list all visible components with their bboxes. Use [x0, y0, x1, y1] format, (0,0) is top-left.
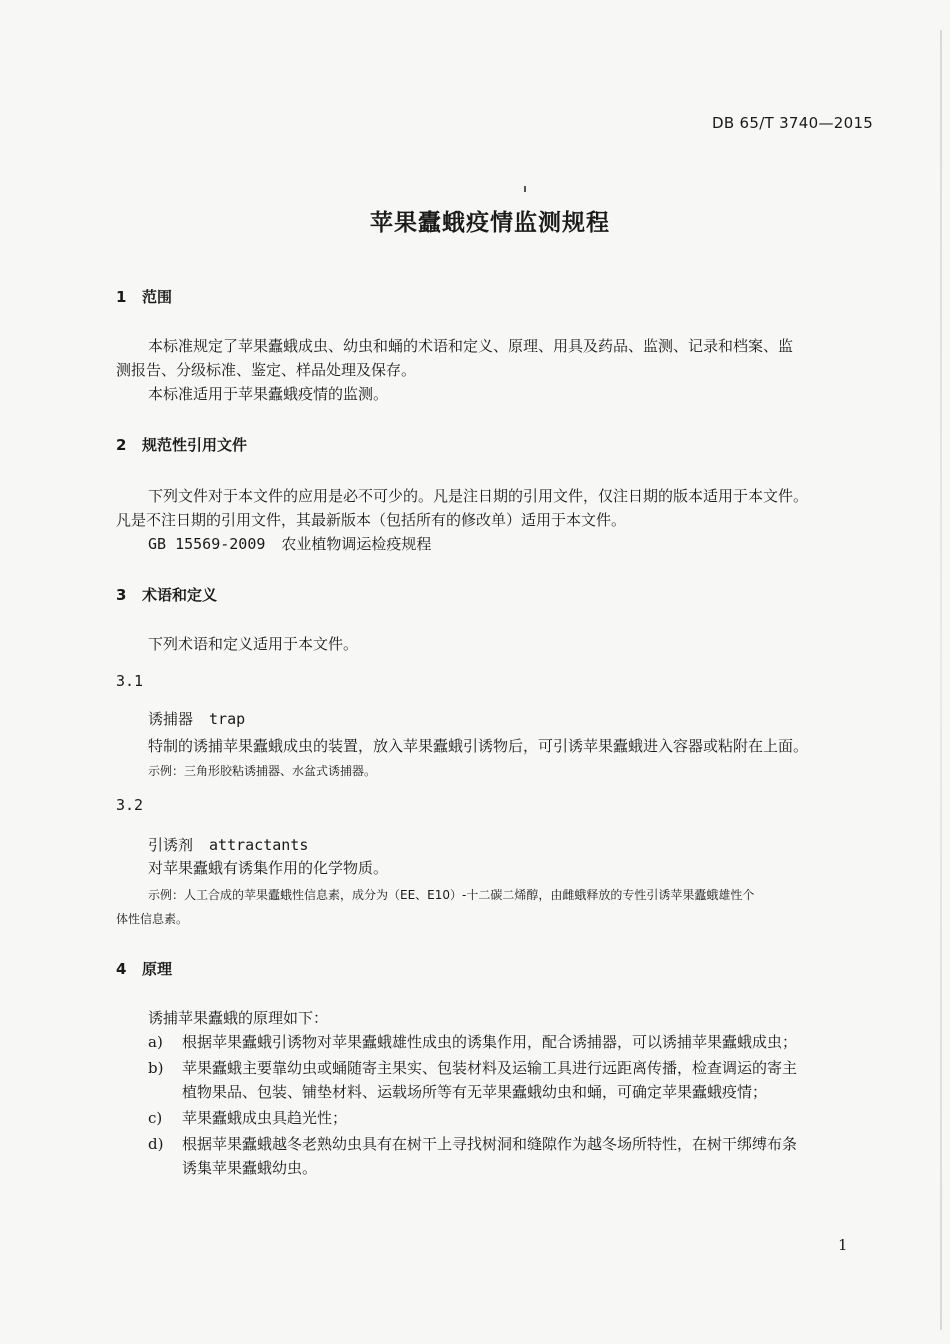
list-marker: a) — [148, 1033, 163, 1051]
normative-reference — [148, 532, 431, 556]
list-marker: c) — [148, 1109, 163, 1127]
section-number: 3 — [116, 586, 127, 604]
scan-mark — [524, 186, 526, 192]
section-number: 1 — [116, 288, 127, 306]
section-4-heading — [116, 958, 172, 979]
paragraph: 测报告、分级标准、鉴定、样品处理及保存。 — [116, 361, 417, 379]
list-marker: b) — [148, 1059, 164, 1077]
page-number: 1 — [838, 1236, 848, 1254]
term-chinese: 诱捕器 — [148, 710, 194, 728]
section-number: 4 — [116, 960, 127, 978]
term-example-continued: 体性信息素。 — [116, 912, 189, 926]
term-english: trap — [209, 710, 246, 728]
list-text-continued: 植物果品、包装、铺垫材料、运载场所等有无苹果蠹蛾幼虫和蛹，可确定苹果蠹蛾疫情； — [182, 1083, 768, 1101]
term-heading — [148, 834, 308, 855]
paragraph: 诱捕苹果蠹蛾的原理如下： — [148, 1009, 329, 1027]
list-text: 根据苹果蠹蛾引诱物对苹果蠹蛾雄性成虫的诱集作用，配合诱捕器，可以诱捕苹果蠹蛾成虫； — [182, 1033, 798, 1051]
reference-code: GB 15569-2009 — [148, 535, 266, 553]
section-2-heading — [116, 434, 247, 455]
list-text: 苹果蠹蛾成虫具趋光性； — [182, 1109, 348, 1127]
doc-number: DB 65/T 3740—2015 — [712, 114, 874, 132]
list-item — [148, 1106, 347, 1130]
list-text: 苹果蠹蛾主要靠幼虫或蛹随寄主果实、包装材料及运输工具进行远距离传播，检查调运的寄主 — [182, 1059, 798, 1077]
term-chinese: 引诱剂 — [148, 836, 194, 854]
paragraph: 本标准规定了苹果蠹蛾成虫、幼虫和蛹的术语和定义、原理、用具及药品、监测、记录和档案、监 — [148, 337, 794, 355]
paragraph: 下列术语和定义适用于本文件。 — [148, 635, 359, 653]
section-3-heading — [116, 584, 217, 605]
term-definition: 特制的诱捕苹果蠹蛾成虫的装置，放入苹果蠹蛾引诱物后，可引诱苹果蠹蛾进入容器或粘附在上面。 — [148, 737, 809, 755]
term-english: attractants — [209, 836, 309, 854]
list-item — [148, 1056, 797, 1080]
paragraph: 下列文件对于本文件的应用是必不可少的。凡是注日期的引用文件，仅注日期的版本适用于本文件。 — [148, 487, 809, 505]
term-heading — [148, 708, 245, 729]
list-item — [148, 1132, 797, 1156]
paragraph: 本标准适用于苹果蠹蛾疫情的监测。 — [148, 385, 389, 403]
section-title: 规范性引用文件 — [142, 436, 248, 454]
list-item — [148, 1030, 797, 1054]
list-text: 根据苹果蠹蛾越冬老熟幼虫具有在树干上寻找树洞和缝隙作为越冬场所特性，在树干绑缚布条 — [182, 1135, 798, 1153]
term-number: 3.2 — [116, 796, 144, 814]
section-title: 术语和定义 — [142, 586, 218, 604]
section-title: 范围 — [142, 288, 173, 306]
reference-title: 农业植物调运检疫规程 — [281, 535, 432, 553]
page-title: 苹果蠹蛾疫情监测规程 — [370, 210, 610, 236]
section-1-heading — [116, 286, 172, 307]
paragraph: 凡是不注日期的引用文件，其最新版本（包括所有的修改单）适用于本文件。 — [116, 511, 627, 529]
section-number: 2 — [116, 436, 127, 454]
list-text-continued: 诱集苹果蠹蛾幼虫。 — [182, 1159, 318, 1177]
term-definition: 对苹果蠹蛾有诱集作用的化学物质。 — [148, 859, 389, 877]
term-example: 示例：人工合成的苹果蠹蛾性信息素，成分为（EE、E10）-十二碳二烯醇，由雌蛾释放的专性引诱苹果蠹蛾雄性个 — [148, 888, 755, 902]
term-example: 示例：三角形胶粘诱捕器、水盆式诱捕器。 — [148, 764, 377, 778]
term-number: 3.1 — [116, 672, 144, 690]
list-marker: d) — [148, 1135, 164, 1153]
section-title: 原理 — [142, 960, 173, 978]
